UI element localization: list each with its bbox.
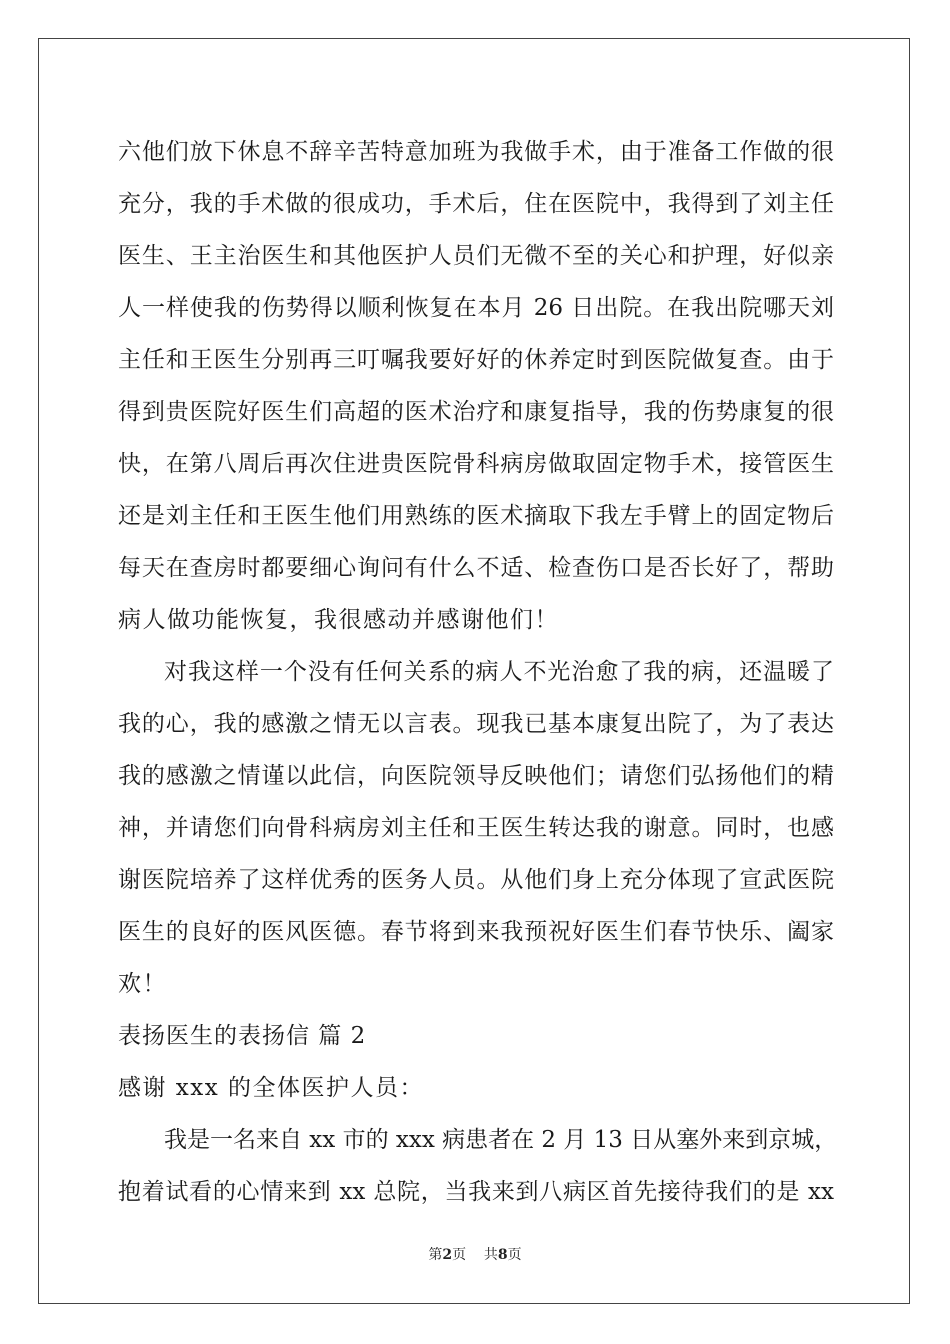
- text-line: 主任和王医生分别再三叮嘱我要好好的休养定时到医院做复查。由于: [118, 347, 834, 373]
- text-line: 抱着试看的心情来到 xx 总院，当我来到八病区首先接待我们的是 xx: [118, 1179, 834, 1205]
- page-footer: [0, 1244, 950, 1264]
- text-line: 欢！: [118, 971, 167, 997]
- footer-page-prefix: 第: [428, 1247, 443, 1263]
- text-line: 谢医院培养了这样优秀的医务人员。从他们身上充分体现了宣武医院: [118, 867, 834, 893]
- text-line: 神，并请您们向骨科病房刘主任和王医生转达我的谢意。同时，也感: [118, 815, 834, 841]
- footer-total-pages: 8: [497, 1247, 508, 1263]
- footer-page-number: 2: [442, 1247, 453, 1263]
- text-line: 病人做功能恢复，我很感动并感谢他们！: [118, 607, 559, 633]
- document-body: [118, 126, 838, 1218]
- text-line: 充分，我的手术做的很成功，手术后，住在医院中，我得到了刘主任: [118, 191, 834, 217]
- text-line: 我的心，我的感激之情无以言表。现我已基本康复出院了，为了表达: [118, 711, 834, 737]
- text-line: 人一样使我的伤势得以顺利恢复在本月 26 日出院。在我出院哪天刘: [118, 295, 834, 321]
- text-line: 医生的良好的医风医德。春节将到来我预祝好医生们春节快乐、阖家: [118, 919, 834, 945]
- text-line: 医生、王主治医生和其他医护人员们无微不至的关心和护理，好似亲: [118, 243, 834, 269]
- text-line: 每天在查房时都要细心询问有什么不适、检查伤口是否长好了，帮助: [118, 555, 834, 581]
- text-line: 快，在第八周后再次住进贵医院骨科病房做取固定物手术，接管医生: [118, 451, 834, 477]
- text-line: 感谢 xxx 的全体医护人员：: [118, 1075, 425, 1101]
- footer-total-suffix: 页: [507, 1247, 522, 1263]
- text-line: 对我这样一个没有任何关系的病人不光治愈了我的病，还温暖了: [164, 659, 834, 685]
- text-line: 六他们放下休息不辞辛苦特意加班为我做手术，由于准备工作做的很: [118, 139, 834, 165]
- text-line: 我的感激之情谨以此信，向医院领导反映他们；请您们弘扬他们的精: [118, 763, 834, 789]
- section-heading: 表扬医生的表扬信 篇 2: [118, 1023, 367, 1049]
- footer-page-suffix: 页: [452, 1247, 467, 1263]
- text-line: 我是一名来自 xx 市的 xxx 病患者在 2 月 13 日从塞外来到京城，: [164, 1127, 838, 1153]
- footer-total-prefix: 共: [483, 1247, 498, 1263]
- text-line: 还是刘主任和王医生他们用熟练的医术摘取下我左手臂上的固定物后: [118, 503, 834, 529]
- text-line: 得到贵医院好医生们高超的医术治疗和康复指导，我的伤势康复的很: [118, 399, 834, 425]
